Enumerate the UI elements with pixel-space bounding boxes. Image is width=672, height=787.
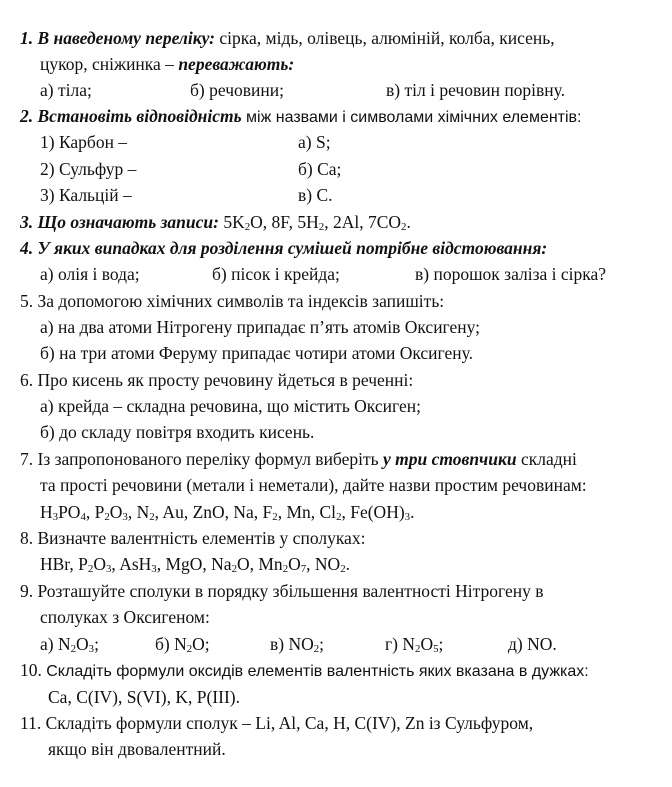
- q4-options: [40, 266, 660, 286]
- q1-option-b: б) речовини;: [190, 80, 284, 100]
- q1-option-c: в) тіл і речовин порівну.: [386, 80, 566, 100]
- q1-line1: [20, 30, 555, 48]
- q4-lead: У яких випадках для розділення сумішей потрібне відстоювання:: [37, 238, 548, 258]
- q6-option-a: а) крейда – складна речовина, що містить Оксиген;: [40, 396, 421, 416]
- q9-options: [40, 636, 660, 656]
- q1-lead: В наведеному переліку:: [37, 28, 215, 48]
- q7-emph: у три стовпчики: [383, 449, 517, 469]
- q9-option-e: д) NO.: [508, 634, 557, 654]
- q7-number: 7.: [20, 449, 34, 469]
- q2-left-1: 1) Карбон –: [40, 132, 128, 152]
- q9-text1: Розташуйте сполуки в порядку збільшення валентності Нітрогену в: [37, 581, 544, 601]
- q2-right-b: б) Ca;: [298, 159, 342, 179]
- q7-text1: Із запропонованого переліку формул виберіть: [37, 449, 383, 469]
- q2-row1: [40, 134, 640, 154]
- q7-text2: та прості речовини (метали і неметали), дайте назви простим речовинам:: [40, 475, 587, 495]
- q9-number: 9.: [20, 581, 34, 601]
- q1-prevail: переважають:: [178, 54, 295, 74]
- q4-option-c: в) порошок заліза і сірка?: [415, 264, 607, 284]
- q4-line1: [20, 240, 547, 258]
- q2-lead: Встановіть відповідність: [37, 106, 242, 126]
- q2-right-a: а) S;: [298, 132, 331, 152]
- q2-left-3: 3) Кальцій –: [40, 185, 132, 205]
- q10-text: Складіть формули оксидів елементів валентність яких вказана в дужках:: [46, 663, 589, 680]
- q8-line1: [20, 530, 365, 548]
- q6-text: Про кисень як просту речовину йдеться в реченні:: [37, 370, 414, 390]
- q5-number: 5.: [20, 291, 34, 311]
- q4-number: 4.: [20, 238, 34, 258]
- q3-formulas: $5K_2O$, 8F, $5H_2$, 2Al, $7CO_2$.: [218, 212, 411, 234]
- q2-text: між назвами і символами хімічних елементів:: [241, 109, 582, 126]
- q6-number: 6.: [20, 370, 34, 390]
- q7-text1b: складні: [516, 449, 577, 469]
- q10-line1: [20, 662, 589, 680]
- q1-number: 1.: [20, 28, 34, 48]
- q2-left-2: 2) Сульфур –: [40, 159, 137, 179]
- q3-lead: Що означають записи:: [37, 212, 219, 232]
- q6-option-b: б) до складу повітря входить кисень.: [40, 422, 315, 442]
- q7-formulas: $H_3PO_4$, $P_2O_3$, $N_2$, Au, ZnO, Na, $F_2$, Mn, $Cl_2$, $Fe(OH)_3$.: [40, 502, 415, 524]
- q9-option-d: г) $N_2O_5$;: [385, 634, 444, 656]
- q2-right-c: в) C.: [298, 185, 333, 205]
- q1-options: [40, 82, 660, 102]
- q8-formulas: HBr, $P_2O_3$, AsH$_3$, MgO, $Na_2O$, $Mn_2O_7$, $NO_2$.: [40, 554, 350, 576]
- q1-line2: [40, 56, 294, 74]
- q9-text2: сполуках з Оксигеном:: [40, 607, 210, 627]
- q5-option-a: а) на два атоми Нітрогену припадає п’ять атомів Оксигену;: [40, 317, 481, 337]
- q5-line1: [20, 293, 444, 311]
- q5-option-b: б) на три атоми Феруму припадає чотири атоми Оксигену.: [40, 343, 474, 363]
- q1-option-a: а) тіла;: [40, 80, 92, 100]
- q2-number: 2.: [20, 106, 34, 126]
- q2-row2: [40, 161, 640, 181]
- q10-list: Ca, C(IV), S(VI), K, P(III).: [48, 687, 240, 707]
- q1-text2: цукор, сніжинка –: [40, 54, 179, 74]
- q11-line1: [20, 715, 533, 733]
- q9-option-c: в) $NO_2$;: [270, 634, 325, 656]
- q9-option-a: а) $N_2O_3$;: [40, 634, 99, 656]
- q11-text1: Складіть формули сполук – Li, Al, Ca, H, C(IV), Zn із Сульфуром,: [45, 713, 534, 733]
- q9-line1: [20, 583, 543, 601]
- q8-text: Визначте валентність елементів у сполуках:: [37, 528, 366, 548]
- q4-option-a: а) олія і вода;: [40, 264, 140, 284]
- q6-line1: [20, 372, 413, 390]
- q10-number: 10.: [20, 660, 42, 680]
- q4-option-b: б) пісок і крейда;: [212, 264, 340, 284]
- q9-option-b: б) $N_2O$;: [155, 634, 210, 656]
- q1-text1: сірка, мідь, олівець, алюміній, колба, кисень,: [215, 28, 555, 48]
- q3-number: 3.: [20, 212, 34, 232]
- q2-line1: [20, 108, 582, 126]
- q11-number: 11.: [20, 713, 42, 733]
- q3-line: [20, 214, 411, 232]
- q5-text: За допомогою хімічних символів та індексів запишіть:: [37, 291, 445, 311]
- q11-text2: якщо він двовалентний.: [48, 739, 226, 759]
- q8-number: 8.: [20, 528, 34, 548]
- q7-line1: [20, 451, 577, 469]
- q2-row3: [40, 187, 640, 207]
